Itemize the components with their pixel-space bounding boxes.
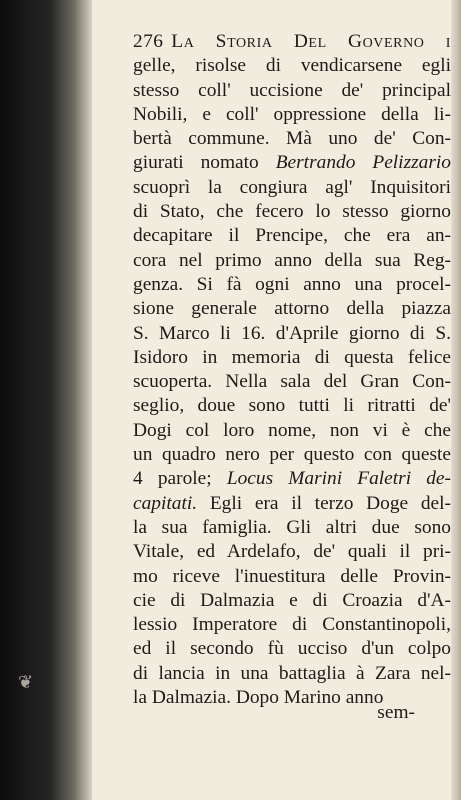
text-segment: Egli era il terzo Doge del- — [209, 492, 451, 514]
page-number: 276 — [133, 31, 164, 52]
text-line: S. Marco li 16. d'Aprile giorno di S. — [133, 322, 451, 344]
latin-inscription-end: capitati. — [133, 492, 198, 514]
running-header — [133, 30, 451, 54]
text-line: cie di Dalmazia e di Croazia d'A- — [133, 589, 451, 611]
text-line: Nobili, e coll' oppressione della li- — [133, 103, 451, 125]
text-line: un quadro nero per questo con queste — [133, 444, 451, 466]
text-line: lessio Imperatore di Constantinopoli, — [133, 614, 451, 636]
binding-gutter-shadow — [0, 0, 92, 800]
text-line: Isidoro in memoria di questa felice — [133, 346, 451, 368]
ink-blot-mark: ❦ — [18, 672, 34, 693]
text-line: seglio, doue sono tutti li ritratti de' — [133, 395, 451, 417]
page-edge — [451, 0, 461, 800]
text-line-with-italic-name — [133, 151, 451, 175]
text-line-with-inscription — [133, 467, 451, 491]
text-line-with-inscription-end — [133, 492, 451, 516]
text-line: scuoprì la congiura agl' Inquisitori — [133, 176, 451, 198]
text-line: cora nel primo anno della sua Reg- — [133, 249, 451, 271]
text-line: Vitale, ed Ardelafo, de' quali il pri- — [133, 541, 451, 563]
text-line: di lancia in una battaglia à Zara nel- — [133, 662, 451, 684]
text-line: gelle, risolse di vendicarsene egli — [133, 55, 451, 77]
text-line: scuoperta. Nella sala del Gran Con- — [133, 371, 451, 393]
text-segment: giurati nomato — [133, 152, 259, 174]
text-line: Dogi col loro nome, non vi è che — [133, 419, 451, 441]
running-title: La Storia Del Governo i — [171, 31, 451, 52]
text-line: stesso coll' uccisione de' principal — [133, 79, 451, 101]
text-line: bertà commune. Mà uno de' Con- — [133, 128, 451, 150]
text-line: di Stato, che fecero lo stesso giorno — [133, 201, 451, 223]
text-line: genza. Si fà ogni anno una procel- — [133, 273, 451, 295]
text-segment: 4 parole; — [133, 468, 212, 490]
catchword: sem- — [377, 702, 415, 723]
text-line: la Dalmazia. Dopo Marino anno — [133, 687, 384, 709]
conspirator-name: Bertrando Pelizzario — [275, 152, 451, 174]
text-line: mo riceve l'inuestitura delle Provin- — [133, 565, 451, 587]
text-line: la sua famiglia. Gli altri due sono — [133, 516, 451, 538]
text-line: sione generale attorno della piazza — [133, 298, 451, 320]
latin-inscription: Locus Marini Faletri de- — [226, 468, 451, 490]
text-line: ed il secondo fù ucciso d'un colpo — [133, 638, 451, 660]
page-text — [133, 30, 451, 710]
text-line: decapitare il Prencipe, che era an- — [133, 225, 451, 247]
